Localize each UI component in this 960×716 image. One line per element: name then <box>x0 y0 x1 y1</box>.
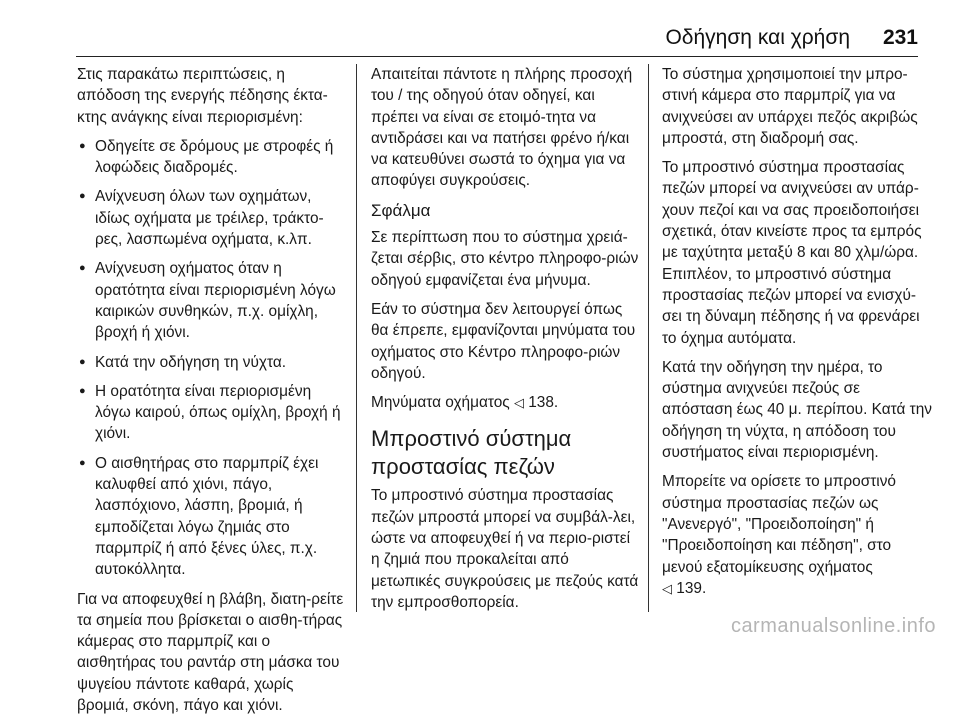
reference-text: Μηνύματα οχήματος <box>371 394 510 412</box>
fault-paragraph-2: Εάν το σύστημα δεν λειτουργεί όπως θα έπρεπε, εμφανίζονται μηνύματα του οχήματος στο Κέντρο πληροφο-ριών οδηγού. <box>371 300 636 382</box>
range-paragraph: Κατά την οδήγηση την ημέρα, το σύστημα ανιχνεύει πεζούς σε απόσταση έως 40 μ. περίπου. Κατά την οδήγηση τη νύχτα, η απόδοση του συστήματος είναι περιορισμένη. <box>662 358 932 462</box>
list-item: ● Ανίχνευση οχήματος όταν η ορατότητα είναι περιορισμένη λόγω καιρικών συνθηκών, π.χ. ομίχλη, βροχή ή χιόνι. <box>77 258 349 343</box>
reference-page-link[interactable]: 138. <box>528 394 559 412</box>
page-reference-icon: ◁ <box>513 395 524 411</box>
reference-page-link[interactable]: 139. <box>676 579 707 597</box>
section-heading: Μπροστινό σύστημα προστασίας πεζών <box>371 426 572 480</box>
vehicle-messages-reference <box>371 392 639 413</box>
column-divider-2 <box>648 64 649 612</box>
fault-heading: Σφάλμα <box>371 200 431 220</box>
page-reference-icon: ◁ <box>662 580 672 596</box>
settings-text: Μπορείτε να ορίσετε το μπροστινό σύστημα προστασίας πεζών ως "Ανενεργό", "Προειδοποίηση" ή "Προειδοποίηση και πέδηση", στο μενού εξατομίκευσης οχήματος <box>662 473 896 576</box>
list-item: ● Κατά την οδήγηση τη νύχτα. <box>77 352 349 373</box>
header-divider <box>76 56 918 57</box>
limitations-list <box>77 136 349 581</box>
page-number: 231 <box>882 26 918 49</box>
settings-paragraph <box>662 471 932 599</box>
section-intro-paragraph: Το μπροστινό σύστημα προστασίας πεζών μπροστά μπορεί να συμβάλ-λει, ώστε να αποφευχθεί ή να περιο-ριστεί η ζημιά που προκαλείται από μετωπικές συγκρούσεις με πεζούς κατά την εμπροσθοπορεία. <box>371 487 639 611</box>
attention-paragraph: Απαιτείται πάντοτε η πλήρης προσοχή του / της οδηγού όταν οδηγεί, και πρέπει να είναι σε ετοιμό-τητα να αντιδράσει και να πατήσει φρένο ή/και να κατευθύνει σωστά το όχημα για να αποφύγει συγκρούσεις. <box>371 66 633 190</box>
camera-paragraph: Το σύστημα χρησιμοποιεί την μπρο-στινή κάμερα στο παρμπρίζ για να ανιχνεύσει αν υπάρχει πεζός ακριβώς μπροστά, στη διαδρομή σας. <box>662 66 918 147</box>
column-left <box>77 64 349 715</box>
list-item: ● Οδηγείτε σε δρόμους με στροφές ή λοφώδεις διαδρομές. <box>77 136 349 179</box>
watermark: carmanualsonline.info <box>730 615 936 637</box>
detection-paragraph: Το μπροστινό σύστημα προστασίας πεζών μπορεί να ανιχνεύσει αν υπάρ-χουν πεζοί και να σας προειδοποιήσει σχετικά, όταν κινείστε προς τα εμπρός με ταχύτητα μεταξύ 8 και 80 χλμ/ώρα. Επιπλέον, το μπροστινό σύστημα προστασίας πεζών μπορεί να ενισχύ-σει τη δύναμη πέδησης ή να φρενάρει το όχημα αυτόματα. <box>662 159 922 347</box>
intro-paragraph: Στις παρακάτω περιπτώσεις, η απόδοση της ενεργής πέδησης έκτα-κτης ανάγκης είναι περιορισμένη: <box>77 66 328 126</box>
maintenance-paragraph: Για να αποφευχθεί η βλάβη, διατη-ρείτε τα σημεία που βρίσκεται ο αισθη-τήρας κάμερας στο παρμπρίζ και ο αισθητήρας του ραντάρ στη μάσκα του ψυγείου πάντοτε καθαρά, χωρίς βρομιά, σκόνη, πάγο και χιόνι. <box>77 590 344 715</box>
column-right <box>662 64 932 604</box>
page-header <box>0 0 960 60</box>
list-item: ● Η ορατότητα είναι περιορισμένη λόγω καιρού, όπως ομίχλη, βροχή ή χιόνι. <box>77 381 349 445</box>
fault-paragraph-1: Σε περίπτωση που το σύστημα χρειά-ζεται σέρβις, στο κέντρο πληροφο-ριών οδηγού εμφανίζεται ένα μήνυμα. <box>371 229 639 289</box>
page-title: Οδήγηση και χρήση <box>665 26 850 49</box>
list-item: ● Ανίχνευση όλων των οχημάτων, ιδίως οχήματα με τρέιλερ, τράκτο-ρες, λασπωμένα οχήματα, κ.λπ. <box>77 186 349 250</box>
list-item: ● Ο αισθητήρας στο παρμπρίζ έχει καλυφθεί από χιόνι, πάγο, λασπόχιονο, λάσπη, βρομιά, ή εμποδίζεται λόγω ζημιάς στο παρμπρίζ ή από ξένες ύλες, π.χ. αυτοκόλλητα. <box>77 453 349 581</box>
column-divider-1 <box>356 64 357 612</box>
column-middle <box>371 64 639 611</box>
